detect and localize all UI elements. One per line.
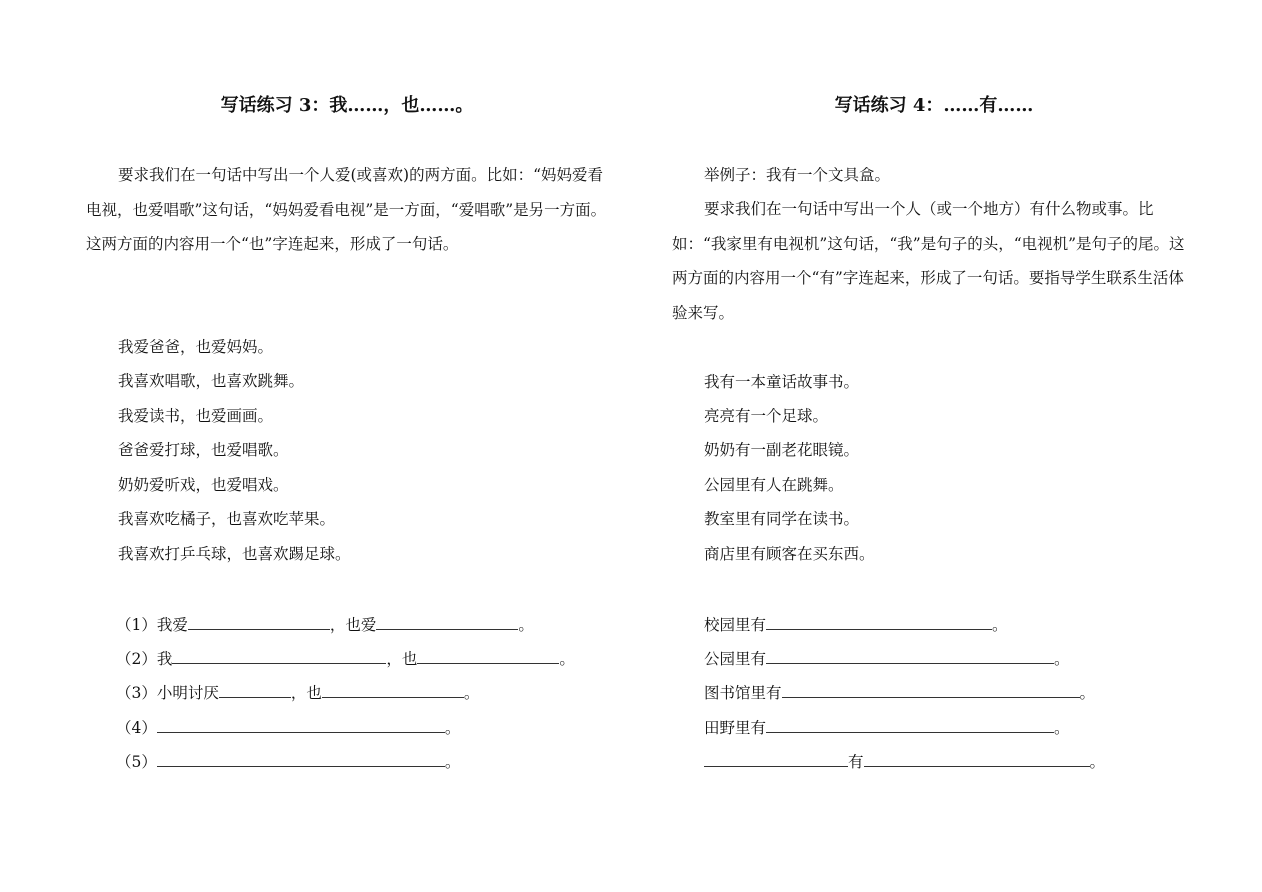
fill-blank[interactable] <box>157 750 445 767</box>
right-exercise-1 <box>704 613 1008 636</box>
exercise-number: （3） <box>116 684 157 702</box>
exercise-middle: ，也爱 <box>329 616 377 634</box>
exercise-prefix: 校园里有 <box>704 616 767 634</box>
left-example-3: 我爱读书，也爱画画。 <box>118 407 274 425</box>
right-exercise-4 <box>704 716 1070 739</box>
right-example-4: 公园里有人在跳舞。 <box>704 476 844 494</box>
right-exercise-2 <box>704 647 1070 670</box>
fill-blank[interactable] <box>766 647 1054 664</box>
fill-blank[interactable] <box>766 716 1054 733</box>
exercise-prefix: 我 <box>156 650 173 668</box>
right-example-1: 我有一本童话故事书。 <box>704 373 860 391</box>
left-exercise-1 <box>116 613 534 636</box>
exercise-end: 。 <box>1054 650 1070 668</box>
fill-blank[interactable] <box>322 681 464 698</box>
exercise-prefix: 我爱 <box>156 616 188 634</box>
right-title: 写话练习 4：……有…… <box>834 95 1034 116</box>
exercise-number: （2） <box>116 650 157 668</box>
exercise-end: 。 <box>1079 684 1096 702</box>
left-example-4: 爸爸爱打球，也爱唱歌。 <box>118 441 289 459</box>
exercise-prefix: 小明讨厌 <box>156 684 219 702</box>
exercise-end: 。 <box>518 616 534 634</box>
exercise-number: （1） <box>116 616 157 634</box>
right-example-2: 亮亮有一个足球。 <box>704 407 829 425</box>
left-example-6: 我喜欢吃橘子，也喜欢吃苹果。 <box>118 510 336 528</box>
fill-blank[interactable] <box>172 647 386 664</box>
exercise-middle: ，也 <box>290 684 322 702</box>
left-example-1: 我爱爸爸，也爱妈妈。 <box>118 338 274 356</box>
left-example-2: 我喜欢唱歌，也喜欢跳舞。 <box>118 372 305 390</box>
fill-blank[interactable] <box>376 613 518 630</box>
exercise-middle: 有 <box>848 753 864 771</box>
fill-blank[interactable] <box>219 681 291 698</box>
exercise-prefix: 田野里有 <box>704 719 767 737</box>
exercise-end: 。 <box>444 719 461 737</box>
left-example-7: 我喜欢打乒乓球，也喜欢踢足球。 <box>118 545 351 563</box>
exercise-end: 。 <box>1054 719 1070 737</box>
left-intro: 要求我们在一句话中写出一个人爱(或喜欢)的两方面。比如：“妈妈爱看电视，也爱唱歌”这句话，“妈妈爱看电视”是一方面，“爱唱歌”是另一方面。这两方面的内容用一个“也”字连起来，形成了一句话。 <box>86 166 607 253</box>
exercise-end: 。 <box>992 616 1008 634</box>
fill-blank[interactable] <box>864 750 1090 767</box>
left-example-5: 奶奶爱听戏，也爱唱戏。 <box>118 476 289 494</box>
exercise-prefix: 公园里有 <box>704 650 767 668</box>
fill-blank[interactable] <box>417 647 559 664</box>
right-intro: 要求我们在一句话中写出一个人（或一个地方）有什么物或事。比如：“我家里有电视机”这句话，“我”是句子的头，“电视机”是句子的尾。这两方面的内容用一个“有”字连起来，形成了一句话。要指导学生联系生活体验来写。 <box>672 200 1185 322</box>
exercise-end: 。 <box>463 684 480 702</box>
right-example-5: 教室里有同学在读书。 <box>704 510 860 528</box>
exercise-number: （5） <box>116 753 157 771</box>
right-example-line: 举例子：我有一个文具盒。 <box>704 166 891 184</box>
exercise-end: 。 <box>444 753 461 771</box>
fill-blank[interactable] <box>704 750 848 767</box>
right-example-6: 商店里有顾客在买东西。 <box>704 545 875 563</box>
right-exercise-5 <box>704 750 1105 773</box>
exercise-end: 。 <box>1089 753 1106 771</box>
left-exercise-5 <box>116 750 460 773</box>
exercise-end: 。 <box>559 650 575 668</box>
exercise-middle: ，也 <box>386 650 418 668</box>
left-exercise-2 <box>116 647 575 670</box>
exercise-number: （4） <box>116 719 157 737</box>
left-title: 写话练习 3：我……，也……。 <box>220 95 474 116</box>
right-example-3: 奶奶有一副老花眼镜。 <box>704 441 860 459</box>
fill-blank[interactable] <box>157 716 445 733</box>
exercise-prefix: 图书馆里有 <box>704 684 782 702</box>
fill-blank[interactable] <box>782 681 1080 698</box>
right-exercise-3 <box>704 681 1095 704</box>
fill-blank[interactable] <box>766 613 992 630</box>
fill-blank[interactable] <box>188 613 330 630</box>
left-exercise-4 <box>116 716 460 739</box>
left-exercise-3 <box>116 681 479 704</box>
